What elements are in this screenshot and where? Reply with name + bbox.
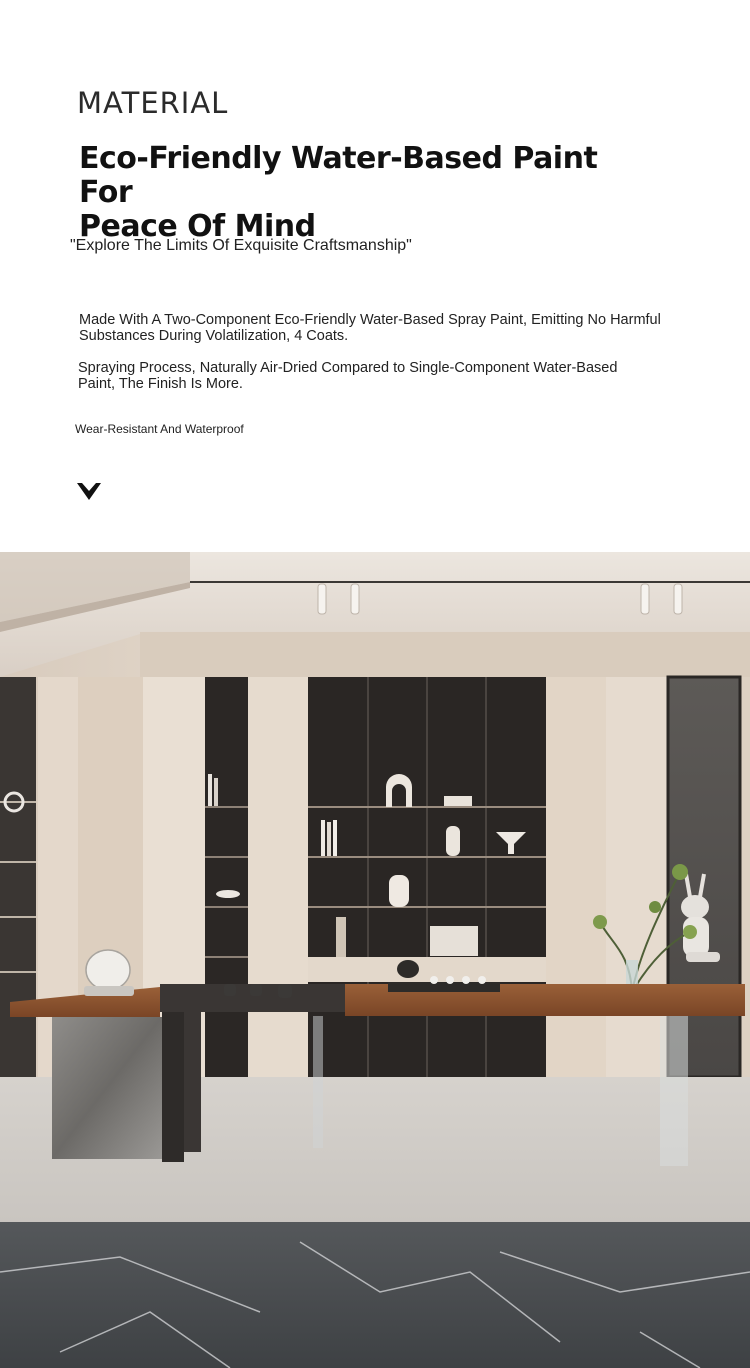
room-interior-photo [0,552,750,1368]
section-label: MATERIAL [77,86,229,120]
chevron-down-icon[interactable] [77,480,101,502]
paragraph-2-line-2: Paint, The Finish Is More. [78,376,243,392]
paragraph-1-line-1: Made With A Two-Component Eco-Friendly Water-Based Spray Paint, Emitting No Harmful [79,312,661,328]
tagline-quote: "Explore The Limits Of Exquisite Craftsmanship" [70,237,412,254]
material-text-section [0,0,750,552]
paragraph-1-line-2: Substances During Volatilization, 4 Coats. [79,328,349,344]
description-paragraph-1 [79,312,699,344]
headline-line-1: Eco-Friendly Water-Based Paint For [79,141,598,210]
description-paragraph-2 [78,360,678,392]
headline-line-2: Peace Of Mind [79,209,316,244]
paragraph-2-line-1: Spraying Process, Naturally Air-Dried Compared to Single-Component Water-Based [78,360,618,376]
feature-tag: Wear-Resistant And Waterproof [75,422,244,436]
headline [79,142,619,244]
